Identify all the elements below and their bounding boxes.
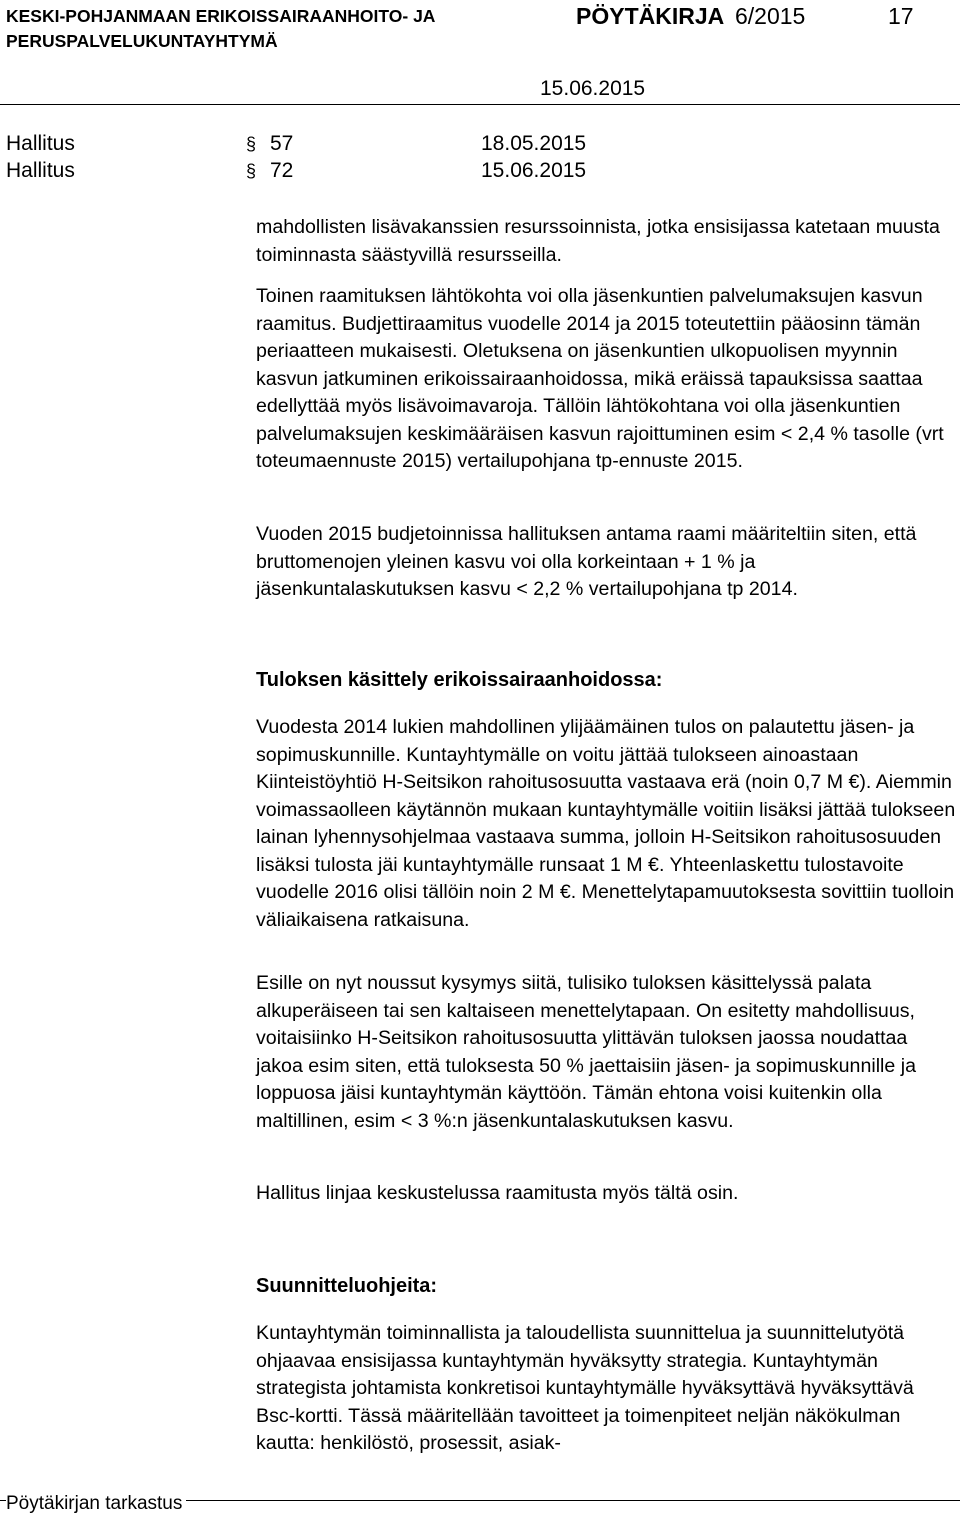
paragraph <box>256 214 956 269</box>
reference-number: 57 <box>270 132 294 155</box>
section-heading: Tuloksen käsittely erikoissairaanhoidossa: <box>256 669 663 691</box>
svg-text:§: § <box>246 161 257 181</box>
svg-text:§: § <box>246 134 257 154</box>
page-number: 17 <box>888 3 914 29</box>
paragraph <box>256 283 956 476</box>
document-number: 6/2015 <box>735 3 806 29</box>
reference-body: Hallitus <box>6 132 75 155</box>
section-sign-icon <box>246 134 260 161</box>
footer-label: Pöytäkirjan tarkastus <box>6 1493 186 1515</box>
paragraph-text: Vuoden 2015 budjetoinnissa hallituksen antama raami määriteltiin siten, että bruttomenojen yleinen kasvu voi olla korkeintaan + 1 % ja jäsenkuntalaskutuksen kasvu < 2,2 % vertailupohjana tp 2014. <box>256 523 917 600</box>
reference-date: 15.06.2015 <box>481 159 587 182</box>
paragraph <box>256 521 956 604</box>
organization-name <box>6 4 435 54</box>
paragraph-text: Hallitus linjaa keskustelussa raamitusta myös tältä osin. <box>256 1182 739 1204</box>
document-type: PÖYTÄKIRJA <box>576 3 725 29</box>
document-header <box>0 0 960 110</box>
paragraph <box>256 1320 956 1458</box>
paragraph-text: Vuodesta 2014 lukien mahdollinen ylijäämäinen tulos on palautettu jäsen- ja sopimuskunnille. Kuntayhtymälle on voitu jättää tulokseen ainoastaan Kiinteistöyhtiö H-Seitsikon rahoitusosuutta vastaava erä (noin 0,7 M €). Aiemmin voimassaolleen käytännön mukaan kuntayhtymälle voitiin lisäksi jättää tulokseen lainan lyhennysohjelmaa vastaava summa, jolloin H-Seitsikon rahoitusosuuden lisäksi tulosta jäi kuntayhtymälle runsaat 1 M €. Yhteenlaskettu tulostavoite vuodelle 2016 olisi tällöin noin 2 M €. Menettelytapamuutoksesta sovittiin tuolloin väliaikaisena ratkaisuna. <box>256 716 956 931</box>
paragraph <box>256 970 956 1135</box>
section-heading: Suunnitteluohjeita: <box>256 1275 438 1297</box>
paragraph-text: Kuntayhtymän toiminnallista ja taloudellista suunnittelua ja suunnittelutyötä ohjaavaa ensisijassa kuntayhtymän hyväksytty strategia. Kuntayhtymän strategista johtamista konkretisoi kuntayhtymälle hyväksyttävä hyväksyttävä Bsc-kortti. Tässä määritellään tavoitteet ja toimenpiteet neljän näkökulman kautta: henkilöstö, prosessit, asiak- <box>256 1322 914 1454</box>
reference-number: 72 <box>270 159 294 182</box>
organization-name-line1: KESKI-POHJANMAAN ERIKOISSAIRAANHOITO- JA <box>6 6 436 26</box>
paragraph-text: Esille on nyt noussut kysymys siitä, tulisiko tuloksen käsittelyssä palata alkuperäiseen tai sen kaltaiseen menettelytapaan. On esitetty mahdollisuus, voitaisiinko H-Seitsikon rahoitusosuutta ylittävän tuloksen jaossa noudattaa jakoa esim siten, että tuloksesta 50 % jaettaisiin jäsen- ja sopimuskunnille ja loppuosa jäisi kuntayhtymän käyttöön. Tämän ehtona voisi kuitenkin olla maltillinen, esim < 3 %:n jäsenkuntalaskutuksen kasvu. <box>256 972 916 1132</box>
header-divider <box>0 104 960 105</box>
reference-date: 18.05.2015 <box>481 132 587 155</box>
paragraph <box>256 1180 956 1208</box>
paragraph <box>256 714 956 934</box>
meeting-date: 15.06.2015 <box>540 77 646 100</box>
section-sign-icon <box>246 161 260 188</box>
organization-name-line2: PERUSPALVELUKUNTAYHTYMÄ <box>6 31 278 51</box>
paragraph-text: Toinen raamituksen lähtökohta voi olla jäsenkuntien palvelumaksujen kasvun raamitus. Budjettiraamitus vuodelle 2014 ja 2015 toteutettiin pääosinn tämän periaatteen mukaisesti. Oletuksena on jäsenkuntien ulkopuolisen myynnin kasvun jatkuminen erikoissairaanhoidossa, mikä eräissä tapauksissa saattaa edellyttää myös lisävoimavaroja. Tällöin lähtökohtana voi olla jäsenkuntien palvelumaksujen keskimääräisen kasvun rajoittuminen esim < 2,4 % tasolle (vrt toteumaennuste 2015) vertailupohjana tp-ennuste 2015. <box>256 285 944 472</box>
reference-body: Hallitus <box>6 159 75 182</box>
paragraph-text: mahdollisten lisävakanssien resurssoinnista, jotka ensisijassa katetaan muusta toiminnasta säästyvillä resursseilla. <box>256 216 940 266</box>
